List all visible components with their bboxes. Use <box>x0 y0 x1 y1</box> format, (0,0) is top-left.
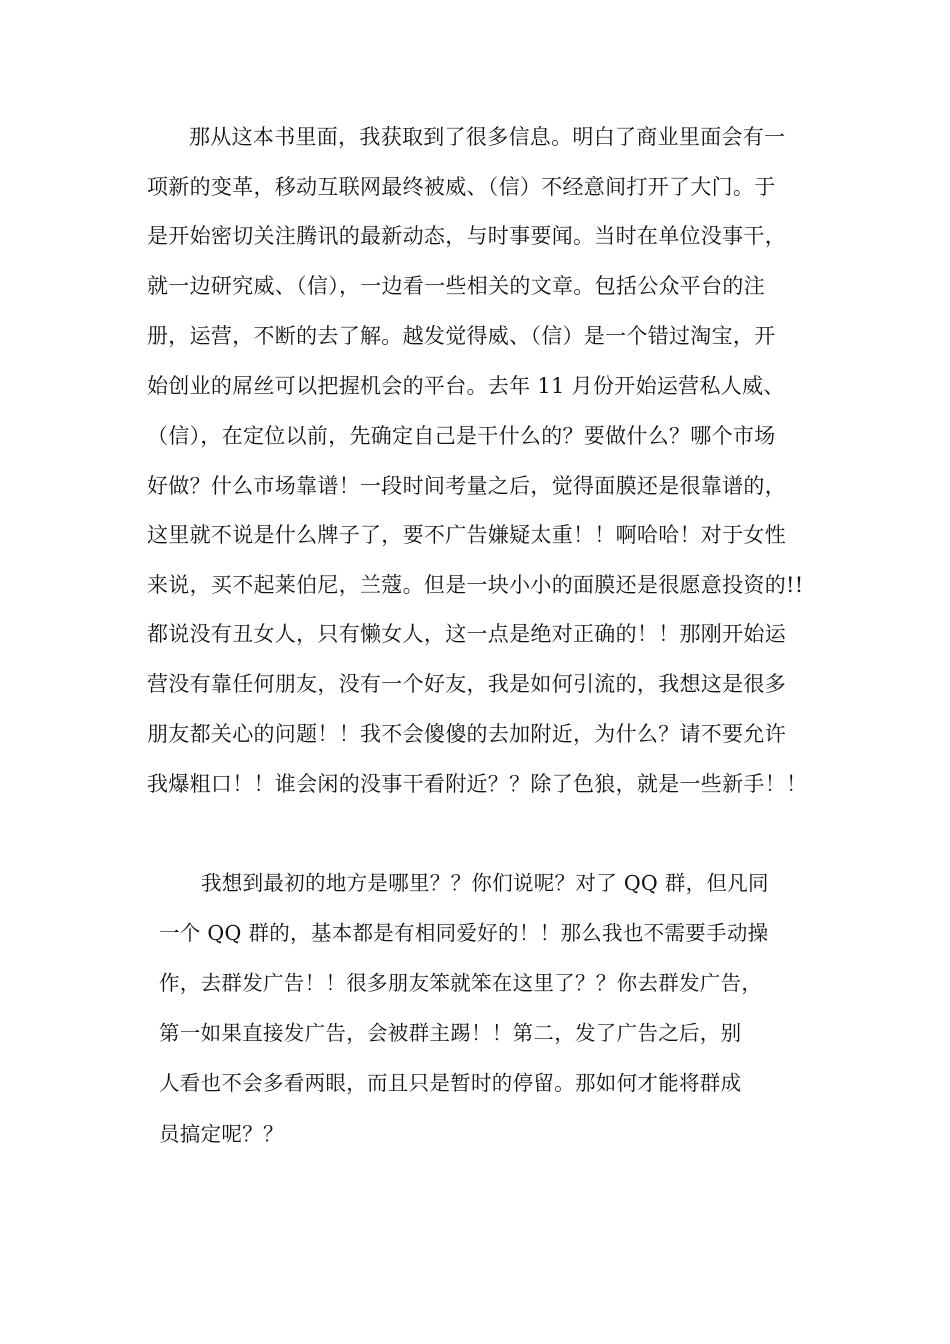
paragraph-line: 营没有靠任何朋友，没有一个好友，我是如何引流的，我想这是很多 <box>147 672 786 696</box>
paragraph-line: （信），在定位以前，先确定自己是干什么的？要做什么？哪个市场 <box>147 424 776 448</box>
paragraph-line: 一个 QQ 群的，基本都是有相同爱好的！！那么我也不需要手动操 <box>159 921 769 945</box>
paragraph-line: 册，运营，不断的去了解。越发觉得威、（信）是一个错过淘宝，开 <box>147 324 776 348</box>
paragraph-line: 我爆粗口！！谁会闲的没事干看附近？？除了色狼，就是一些新手！！ <box>147 772 808 796</box>
paragraph-line: 是开始密切关注腾讯的最新动态，与时事要闻。当时在单位没事干， <box>147 224 786 248</box>
paragraph-line: 项新的变革，移动互联网最终被威、（信）不经意间打开了大门。于 <box>147 175 776 199</box>
paragraph-line: 那从这本书里面，我获取到了很多信息。明白了商业里面会有一 <box>189 125 786 149</box>
paragraph-line: 第一如果直接发广告，会被群主踢！！第二，发了广告之后，别 <box>159 1021 742 1045</box>
paragraph-line: 作，去群发广告！！很多朋友笨就笨在这里了？？你去群发广告， <box>159 971 763 995</box>
paragraph-line: 我想到最初的地方是哪里？？你们说呢？对了 QQ 群，但凡同 <box>201 871 769 895</box>
paragraph-line: 好做？什么市场靠谱！一段时间考量之后，觉得面膜还是很靠谱的， <box>147 474 786 498</box>
paragraph-line: 始创业的屌丝可以把握机会的平台。去年 11 月份开始运营私人威、 <box>147 374 785 398</box>
paragraph-line: 人看也不会多看两眼，而且只是暂时的停留。那如何才能将群成 <box>159 1071 742 1095</box>
paragraph-line: 就一边研究威、（信），一边看一些相关的文章。包括公众平台的注 <box>147 274 765 298</box>
paragraph-line: 来说，买不起莱伯尼，兰蔻。但是一块小小的面膜还是很愿意投资的!! <box>147 573 804 597</box>
paragraph-line: 都说没有丑女人，只有懒女人，这一点是绝对正确的！！那刚开始运 <box>147 622 786 646</box>
paragraph-line: 员搞定呢？？ <box>159 1122 284 1146</box>
paragraph-line: 朋友都关心的问题！！我不会傻傻的去加附近，为什么？请不要允许 <box>147 722 786 746</box>
paragraph-line: 这里就不说是什么牌子了，要不广告嫌疑太重！！啊哈哈！对于女性 <box>147 523 786 547</box>
